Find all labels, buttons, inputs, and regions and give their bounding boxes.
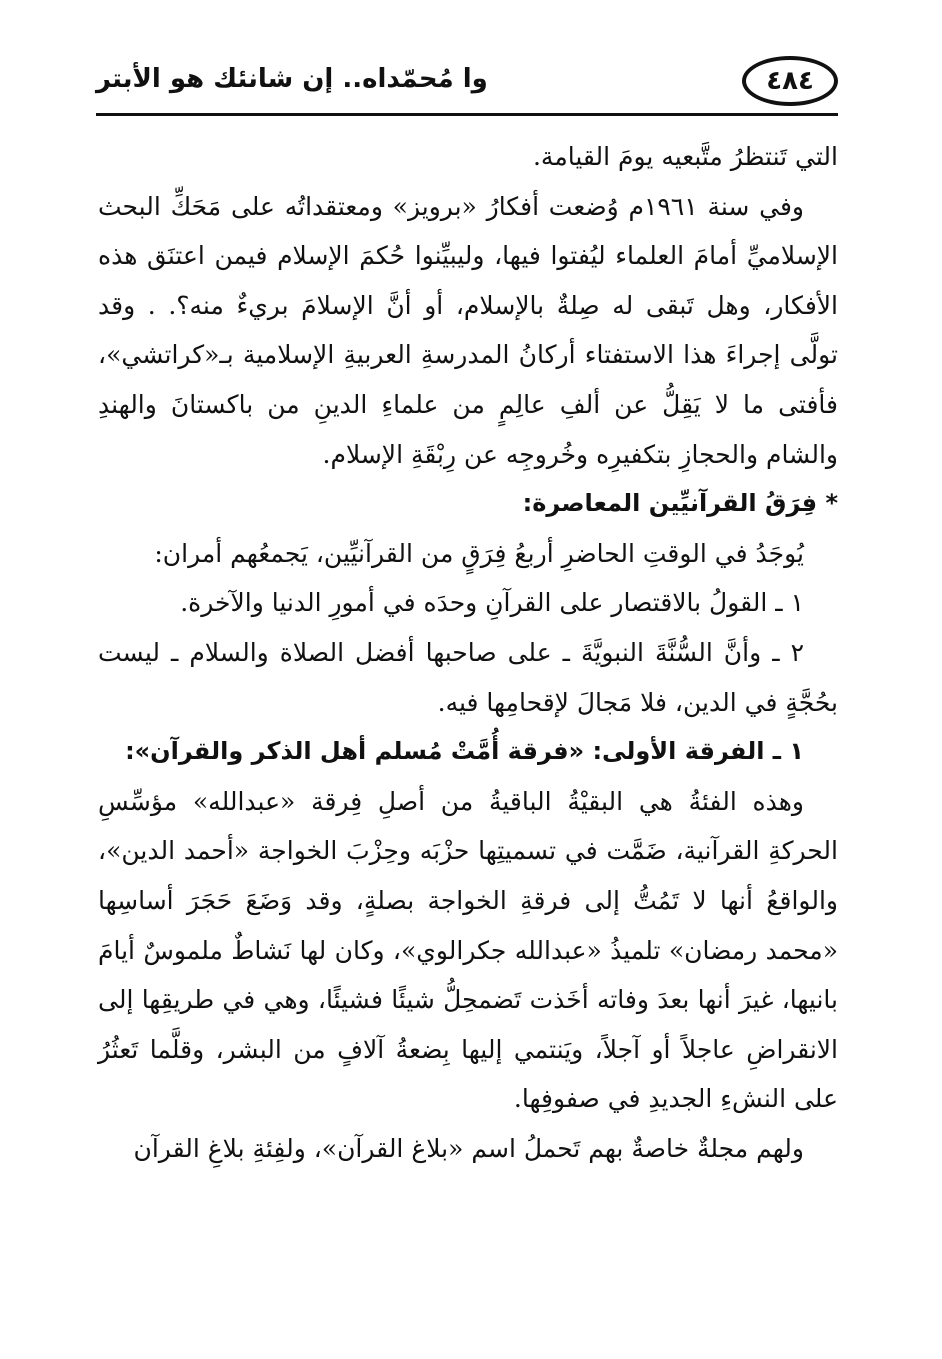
list-item-1: ١ ـ القولُ بالاقتصار على القرآنِ وحدَه في أمورِ الدنيا والآخرة. [180, 588, 804, 618]
paragraph-four-sects: يُوجَدُ في الوقتِ الحاضرِ أربعُ فِرَقٍ من القرآنيِّين، يَجمعُهم أمران: [154, 538, 804, 568]
section-heading-contemporary-sects: * فِرَقُ القرآنيِّين المعاصرة: [522, 489, 838, 518]
paragraph-magazine: ولهم مجلةٌ خاصةٌ بهم تَحملُ اسم «بلاغ القرآن»، ولفِئةِ بلاغِ القرآن [133, 1133, 804, 1163]
header-rule [96, 113, 838, 116]
running-title: وا مُحمّداه.. إن شانئك هو الأبتر [96, 64, 488, 94]
page-number: ٤٨٤ [742, 56, 838, 106]
paragraph-barwiz-fatwa: وفي سنة ١٩٦١م وُضعت أفكارُ «برويز» ومعتقداتُه على مَحَكِّ البحث الإسلاميِّ أمامَ العلماء ليُفتوا فيها، وليبيِّنوا حُكمَ الإسلام فيمن اعتنَق هذه الأفكار، وهل تَبقى له صِلةٌ بالإسلام، أو أنَّ الإسلامَ بريءٌ منه؟. . وقد تولَّى إجراءَ هذا الاستفتاء أركانُ المدرسةِ العربيةِ الإسلامية بـ«كراتشي»، فأفتى ما لا يَقِلُّ عن ألفِ عالِمٍ من علماءِ الدينِ من باكستانَ والهندِ والشام والحجازِ بتكفيرِه وخُروجِه عن رِبْقَةِ الإسلام. [98, 191, 838, 469]
page-header [96, 52, 838, 118]
subheading-first-sect: ١ ـ الفرقة الأولى: «فرقة أُمَّتْ مُسلم أهل الذكر والقرآن»: [125, 737, 804, 766]
paragraph-continuation: التي تَنتظرُ متَّبعيه يومَ القيامة. [532, 142, 838, 171]
page-body [98, 132, 838, 1173]
paragraph-first-sect: وهذه الفئةُ هي البقيْةُ الباقيةُ من أصلِ فِرقة «عبدالله» مؤسِّسِ الحركةِ القرآنية، ضَمَّت في تسميتِها حزْبَه وحِزْبَ الخواجة «أحمد الدين»، والواقعُ أنها لا تَمُتُّ إلى فرقةِ الخواجة بصلةٍ، وقد وَضَعَ حَجَرَ أساسِها «محمد رمضان» تلميذُ «عبدالله جكرالوي»، وكان لها نَشاطٌ ملموسٌ أيامَ بانيها، غيرَ أنها بعدَ وفاته أخَذت تَضمحِلُّ شيئًا فشيئًا، وهي في طريقِها إلى الانقراضِ عاجلاً أو آجلاً، ويَنتمي إليها بِضعةُ آلافٍ من البشر، وقلَّما تَعثُرُ على النشءِ الجديدِ في صفوفِها. [98, 786, 838, 1114]
list-item-2: ٢ ـ وأنَّ السُّنَّةَ النبويَّةَ ـ على صاحبها أفضل الصلاة والسلام ـ ليست بحُجَّةٍ في الدين، فلا مَجالَ لإقحامِها فيه. [98, 637, 838, 717]
